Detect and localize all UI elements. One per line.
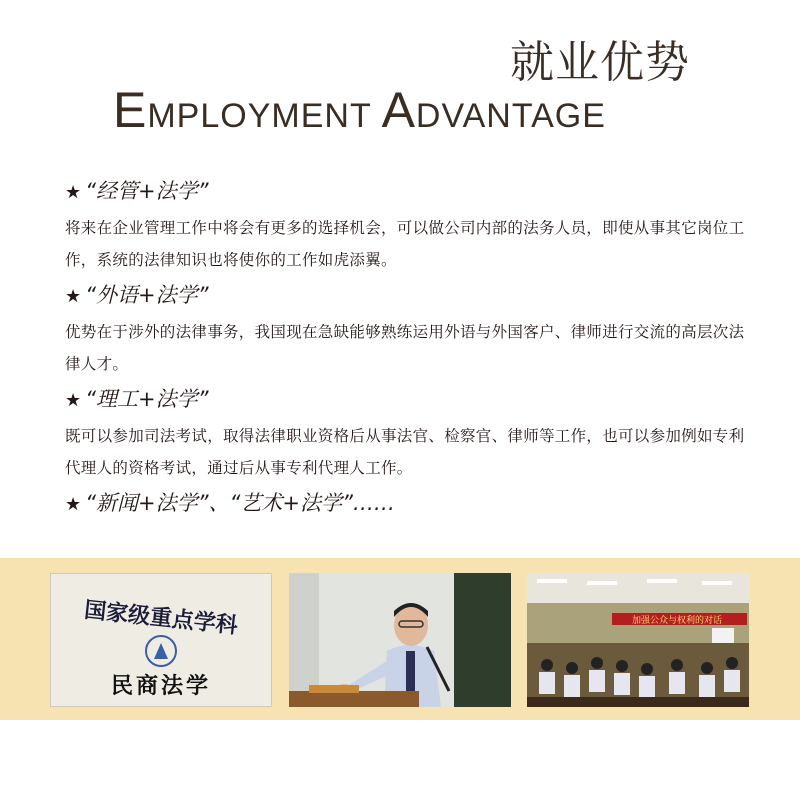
title-en-rest-2: DVANTAGE bbox=[415, 97, 606, 135]
heading-text: “经管+法学” bbox=[85, 179, 209, 203]
conference-illustration bbox=[527, 573, 749, 707]
heading-text: “外语+法学” bbox=[85, 283, 209, 307]
speaker-illustration bbox=[289, 573, 511, 707]
photo-speaker bbox=[289, 573, 511, 707]
star-icon: ★ bbox=[65, 182, 82, 203]
heading-text: “理工+法学” bbox=[85, 387, 209, 411]
section-heading-economics-law bbox=[65, 176, 745, 208]
star-icon: ★ bbox=[65, 390, 82, 411]
star-icon: ★ bbox=[65, 494, 82, 515]
star-icon: ★ bbox=[65, 286, 82, 307]
section-heading-others bbox=[65, 488, 745, 520]
title-en-rest-1: MPLOYMENT bbox=[147, 97, 372, 135]
plaque-illustration bbox=[50, 573, 272, 707]
section-paragraph-economics-law: 将来在企业管理工作中将会有更多的选择机会，可以做公司内部的法务人员，即使从事其它岗位工作，系统的法律知识也将使你的工作如虎添翼。 bbox=[65, 219, 745, 269]
page-title-chinese: 就业优势 bbox=[510, 37, 690, 88]
section-heading-language-law bbox=[65, 280, 745, 312]
title-en-cap-1: E bbox=[113, 82, 148, 138]
advantages-list bbox=[65, 176, 745, 520]
photo-discipline-plaque bbox=[50, 573, 272, 707]
plaque-line2: 民商法学 bbox=[110, 674, 212, 699]
section-paragraph-language-law: 优势在于涉外的法律事务，我国现在急缺能够熟练运用外语与外国客户、律师进行交流的高层次法律人才。 bbox=[65, 323, 745, 373]
page-title-english bbox=[113, 82, 606, 138]
title-en-cap-2: A bbox=[381, 82, 416, 138]
section-paragraph-science-law: 既可以参加司法考试，取得法律职业资格后从事法官、检察官、律师等工作，也可以参加例如专利代理人的资格考试，通过后从事专利代理人工作。 bbox=[65, 427, 745, 477]
banner-text: 加强公众与权利的对话 bbox=[631, 616, 723, 626]
photo-conference bbox=[527, 573, 749, 707]
plaque-line1: 国家级重点学科 bbox=[83, 598, 239, 639]
heading-text: “新闻+法学”、“艺术+法学”…… bbox=[85, 491, 395, 515]
section-heading-science-law bbox=[65, 384, 745, 416]
